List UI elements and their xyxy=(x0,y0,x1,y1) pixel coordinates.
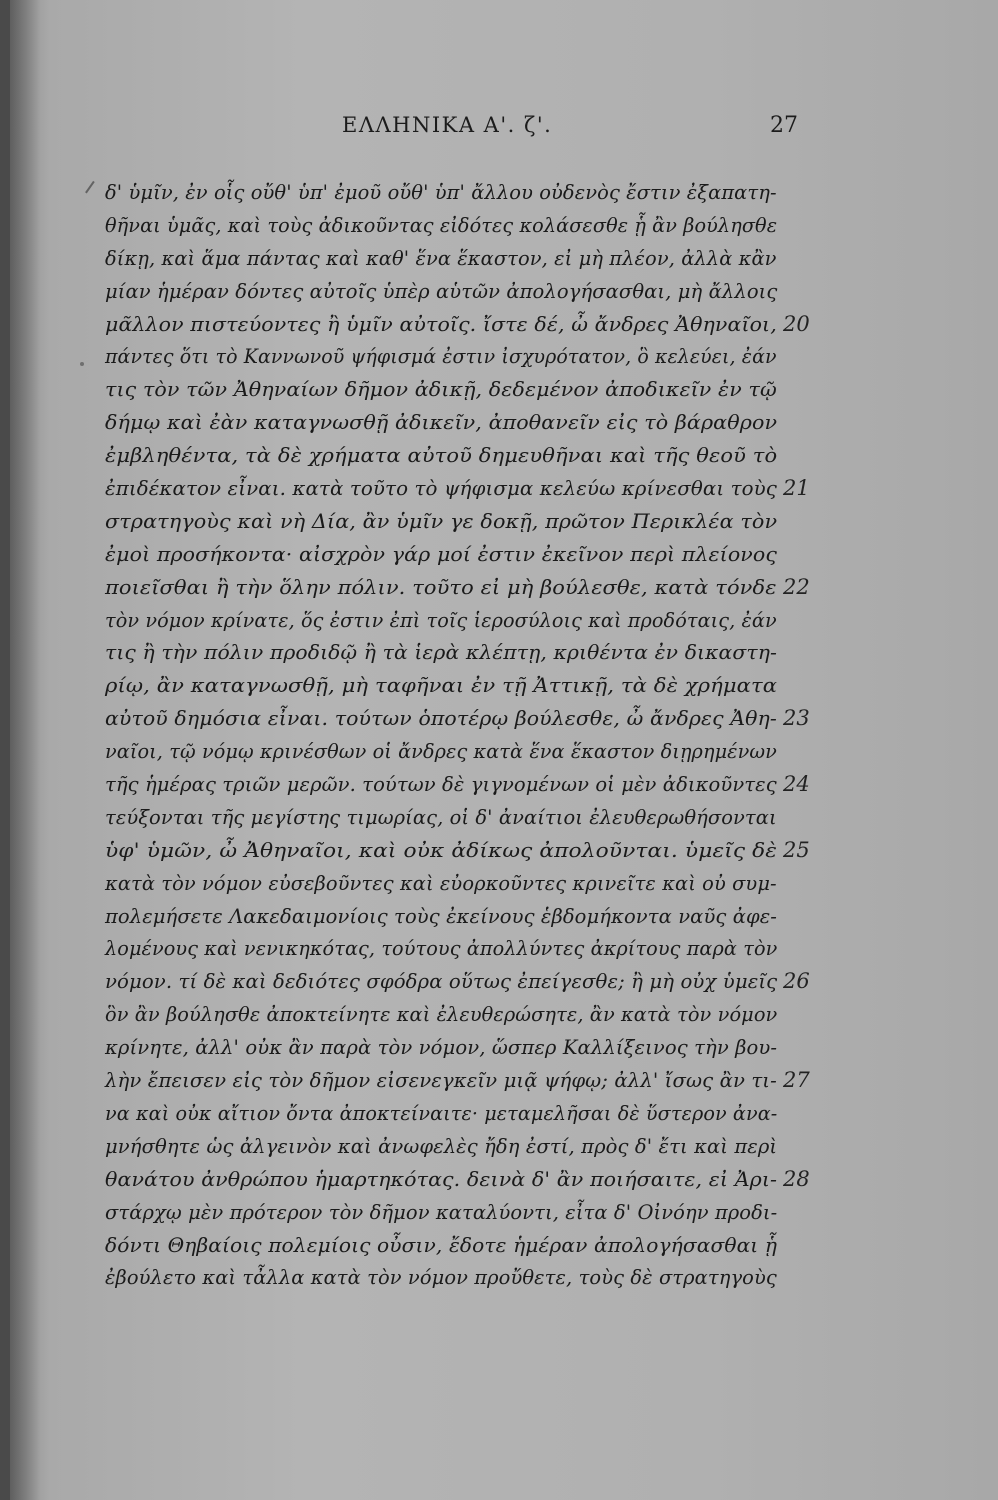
section-number: 20 xyxy=(783,311,810,336)
line-text: λὴν ἔπεισεν εἰς τὸν δῆμον εἰσενεγκεῖν μιᾷ ψήφῳ; ἀλλ' ἴσως ἂν τι- xyxy=(105,1068,777,1093)
text-line xyxy=(105,932,895,965)
line-text: θῆναι ὑμᾶς, καὶ τοὺς ἀδικοῦντας εἰδότες κολάσεσθε ᾗ ἂν βούλησθε xyxy=(105,212,778,237)
text-line xyxy=(105,406,895,439)
line-text: αὐτοῦ δημόσια εἶναι. τούτων ὁποτέρῳ βούλεσθε, ὦ ἄνδρες Ἀθη- xyxy=(105,706,777,731)
text-line xyxy=(105,636,895,669)
text-line xyxy=(105,1031,895,1064)
text-line xyxy=(105,505,895,538)
section-number: 28 xyxy=(783,1166,810,1191)
line-text: δίκῃ, καὶ ἅμα πάντας καὶ καθ' ἕνα ἕκαστον, εἰ μὴ πλέον, ἀλλὰ κἂν xyxy=(105,245,777,270)
line-text: τὸν νόμον κρίνατε, ὅς ἐστιν ἐπὶ τοῖς ἱεροσύλοις καὶ προδόταις, ἐάν xyxy=(105,607,777,632)
line-text: τις τὸν τῶν Ἀθηναίων δῆμον ἀδικῇ, δεδεμένον ἀποδικεῖν ἐν τῷ xyxy=(105,377,777,402)
line-text: δήμῳ καὶ ἐὰν καταγνωσθῇ ἀδικεῖν, ἀποθανεῖν εἰς τὸ βάραθρον xyxy=(105,410,778,435)
text-line xyxy=(105,801,895,834)
text-line xyxy=(105,702,895,735)
line-text: στάρχῳ μὲν πρότερον τὸν δῆμον καταλύοντι, εἶτα δ' Οἰνόην προδι- xyxy=(105,1199,778,1224)
line-text: μνήσθητε ὡς ἀλγεινὸν καὶ ἀνωφελὲς ἤδη ἐστί, πρὸς δ' ἔτι καὶ περὶ xyxy=(105,1133,778,1158)
line-text: ρίῳ, ἂν καταγνωσθῇ, μὴ ταφῆναι ἐν τῇ Ἀττικῇ, τὰ δὲ χρήματα xyxy=(105,673,778,698)
text-line xyxy=(105,965,895,998)
line-text: πάντες ὅτι τὸ Καννωνοῦ ψήφισμά ἐστιν ἰσχυρότατον, ὃ κελεύει, ἐάν xyxy=(105,344,777,369)
line-text: θανάτου ἀνθρώπου ἡμαρτηκότας. δεινὰ δ' ἂν ποιήσαιτε, εἰ Ἀρι- xyxy=(105,1166,778,1191)
text-line xyxy=(105,604,895,637)
line-text: λομένους καὶ νενικηκότας, τούτους ἀπολλύντες ἀκρίτους παρὰ τὸν xyxy=(105,936,778,961)
text-line xyxy=(105,275,895,308)
text-line xyxy=(105,768,895,801)
text-line xyxy=(105,439,895,472)
line-text: τεύξονται τῆς μεγίστης τιμωρίας, οἱ δ' ἀναίτιοι ἐλευθερωθήσονται xyxy=(105,804,777,829)
line-text: κρίνητε, ἀλλ' οὐκ ἂν παρὰ τὸν νόμον, ὥσπερ Καλλίξεινος τὴν βου- xyxy=(105,1035,778,1060)
line-text: τῆς ἡμέρας τριῶν μερῶν. τούτων δὲ γιγνομένων οἱ μὲν ἀδικοῦντες xyxy=(105,772,777,797)
line-text: νόμον. τί δὲ καὶ δεδιότες σφόδρα οὕτως ἐπείγεσθε; ἢ μὴ οὐχ ὑμεῖς xyxy=(105,969,778,994)
text-line xyxy=(105,1261,895,1294)
section-number: 25 xyxy=(783,837,810,862)
text-line xyxy=(105,1229,895,1262)
line-text: μίαν ἡμέραν δόντες αὐτοῖς ὑπὲρ αὑτῶν ἀπολογήσασθαι, μὴ ἄλλοις xyxy=(105,278,778,303)
book-page xyxy=(10,0,998,1500)
page-number: 27 xyxy=(770,113,798,138)
text-line xyxy=(105,1130,895,1163)
text-line xyxy=(105,1097,895,1130)
text-line xyxy=(105,472,895,505)
text-line xyxy=(105,176,895,209)
line-text: ὃν ἂν βούλησθε ἀποκτείνητε καὶ ἐλευθερώσητε, ἂν κατὰ τὸν νόμον xyxy=(105,1002,778,1027)
text-line xyxy=(105,998,895,1031)
line-text: πολεμήσετε Λακεδαιμονίοις τοὺς ἐκείνους ἑβδομήκοντα ναῦς ἀφε- xyxy=(105,903,778,928)
text-line xyxy=(105,834,895,867)
page-header xyxy=(10,113,998,143)
line-text: ἐμοὶ προσήκοντα· αἰσχρὸν γάρ μοί ἐστιν ἐκεῖνον περὶ πλείονος xyxy=(105,541,778,566)
line-text: δ' ὑμῖν, ἐν οἷς οὔθ' ὑπ' ἐμοῦ οὔθ' ὑπ' ἄλλου οὐδενὸς ἔστιν ἐξαπατη- xyxy=(105,180,777,204)
line-text: ποιεῖσθαι ἢ τὴν ὅλην πόλιν. τοῦτο εἰ μὴ βούλεσθε, κατὰ τόνδε xyxy=(105,574,777,599)
section-number: 21 xyxy=(783,476,810,501)
text-line xyxy=(105,340,895,373)
section-number: 26 xyxy=(783,969,810,994)
text-line xyxy=(105,1196,895,1229)
pencil-mark xyxy=(85,181,103,199)
text-line xyxy=(105,209,895,242)
line-text: δόντι Θηβαίοις πολεμίοις οὖσιν, ἔδοτε ἡμέραν ἀπολογήσασθαι ᾗ xyxy=(105,1232,778,1257)
text-line xyxy=(105,669,895,702)
margin-dot-mark xyxy=(80,362,84,366)
text-line xyxy=(105,735,895,768)
text-line xyxy=(105,373,895,406)
text-line xyxy=(105,900,895,933)
text-line xyxy=(105,308,895,341)
text-line xyxy=(105,538,895,571)
line-text: κατὰ τὸν νόμον εὐσεβοῦντες καὶ εὐορκοῦντες κρινεῖτε καὶ οὐ συμ- xyxy=(105,870,777,895)
text-line xyxy=(105,242,895,275)
text-line xyxy=(105,1163,895,1196)
line-text: ὑφ' ὑμῶν, ὦ Ἀθηναῖοι, καὶ οὐκ ἀδίκως ἀπολοῦνται. ὑμεῖς δὲ xyxy=(105,837,778,862)
section-number: 22 xyxy=(783,574,810,599)
section-number: 27 xyxy=(783,1068,810,1093)
line-text: ἐμβληθέντα, τὰ δὲ χρήματα αὐτοῦ δημευθῆναι καὶ τῆς θεοῦ τὸ xyxy=(105,443,778,468)
line-text: μᾶλλον πιστεύοντες ἢ ὑμῖν αὐτοῖς. ἴστε δέ, ὦ ἄνδρες Ἀθηναῖοι, xyxy=(105,311,777,336)
line-text: ἐβούλετο καὶ τἆλλα κατὰ τὸν νόμον προὔθετε, τοὺς δὲ στρατηγοὺς xyxy=(105,1265,777,1290)
text-line xyxy=(105,867,895,900)
line-text: στρατηγοὺς καὶ νὴ Δία, ἂν ὑμῖν γε δοκῇ, πρῶτον Περικλέα τὸν xyxy=(105,508,778,533)
line-text: να καὶ οὐκ αἴτιον ὄντα ἀποκτείναιτε· μεταμελῆσαι δὲ ὕστερον ἀνα- xyxy=(105,1100,778,1125)
running-title: ΕΛΛΗΝΙΚΑ Α'. ζ'. xyxy=(342,113,553,137)
section-number: 23 xyxy=(783,706,810,731)
text-line xyxy=(105,571,895,604)
text-line xyxy=(105,1064,895,1097)
section-number: 24 xyxy=(783,772,810,797)
line-text: τις ἢ τὴν πόλιν προδιδῷ ἢ τὰ ἱερὰ κλέπτῃ, κριθέντα ἐν δικαστη- xyxy=(105,640,777,665)
line-text: ἐπιδέκατον εἶναι. κατὰ τοῦτο τὸ ψήφισμα κελεύω κρίνεσθαι τοὺς xyxy=(105,476,777,501)
line-text: ναῖοι, τῷ νόμῳ κρινέσθων οἱ ἄνδρες κατὰ ἕνα ἕκαστον διῃρημένων xyxy=(105,739,777,764)
main-text xyxy=(105,176,895,1294)
